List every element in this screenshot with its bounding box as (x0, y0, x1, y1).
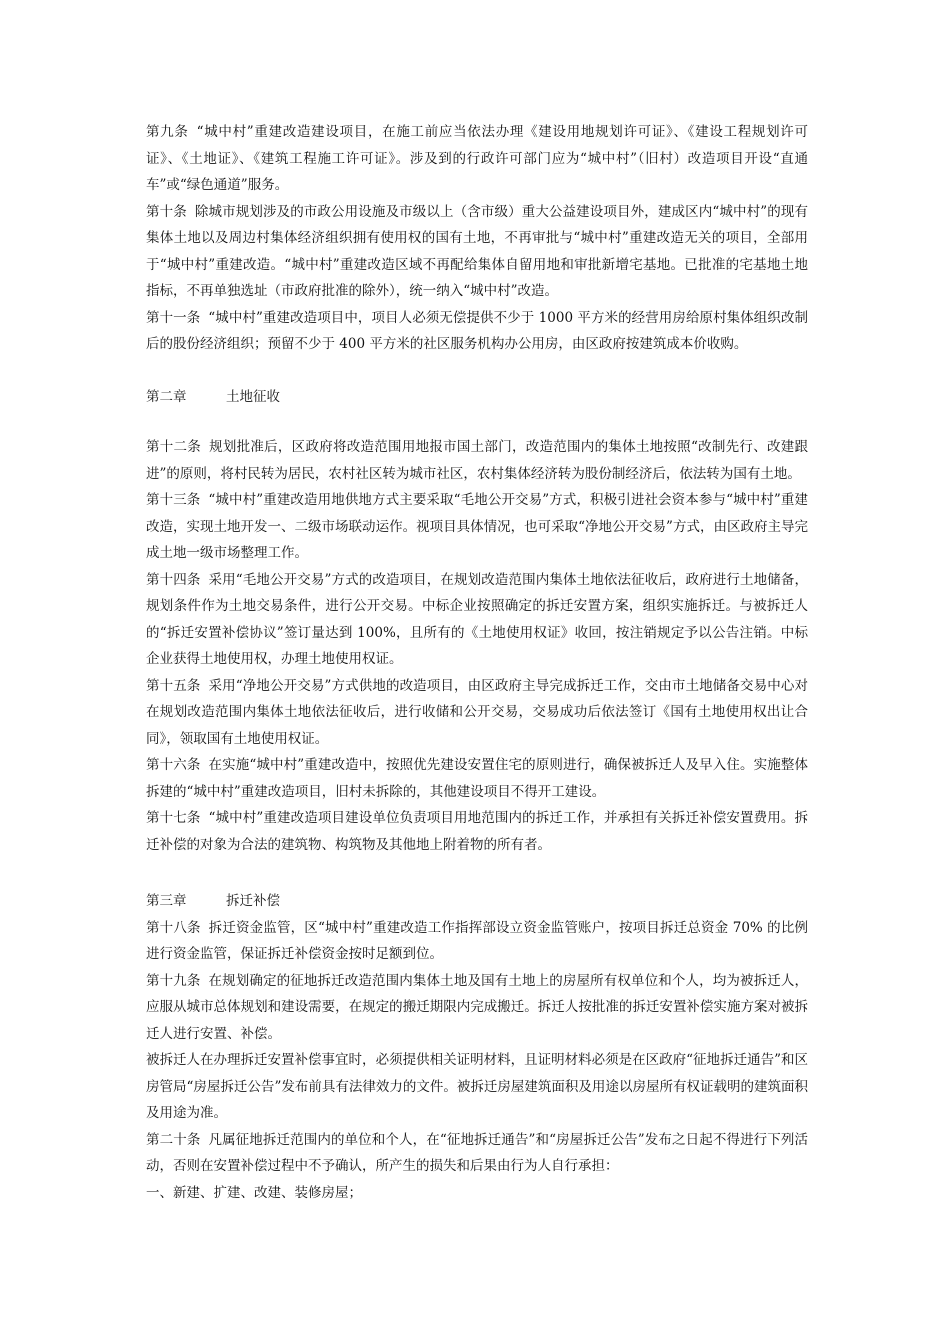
article-text: 规划批准后，区政府将改造范围用地报市国土部门，改造范围内的集体土地按照“改制先行、改建跟进”的原则，将村民转为居民，农村社区转为城市社区，农村集体经济转为股份制经济后，依法转为国有土地。 (146, 439, 809, 482)
article-label: 第十条 (146, 203, 187, 220)
article-label: 第十九条 (146, 972, 201, 989)
article-text: 凡属征地拆迁范围内的单位和个人，在“征地拆迁通告”和“房屋拆迁公告”发布之日起不得进行下列活动，否则在安置补偿过程中不予确认，所产生的损失和后果由行为人自行承担： (146, 1131, 809, 1174)
article-19 (146, 968, 808, 1048)
article-label: 第十五条 (146, 677, 201, 694)
article-text: 除城市规划涉及的市政公用设施及市级以上（含市级）重大公益建设项目外，建成区内“城中村”的现有集体土地以及周边村集体经济组织拥有使用权的国有土地，不再审批与“城中村”重建改造无关的项目，全部用于“城中村”重建改造。“城中村”重建改造区域不再配给集体自留用地和审批新增宅基地。已批准的宅基地土地指标，不再单独选址（市政府批准的除外），统一纳入“城中村”改造。 (146, 203, 808, 299)
chapter-3-heading (146, 888, 808, 915)
chapter-title: 土地征收 (226, 388, 280, 405)
article-label: 第十六条 (146, 757, 201, 773)
article-12 (146, 434, 808, 487)
article-text: “城中村”重建改造用地供地方式主要采取“毛地公开交易”方式，积极引进社会资本参与“城中村”重建改造，实现土地开发一、二级市场联动运作。视项目具体情况，也可采取“净地公开交易”方式，由区政府主导完成土地一级市场整理工作。 (146, 492, 808, 561)
article-text: “城中村”重建改造建设项目，在施工前应当依法办理《建设用地规划许可证》、《建设工程规划许可证》、《土地证》、《建筑工程施工许可证》。涉及到的行政许可部门应为“城中村”（旧村）改造项目开设“直通车”或“绿色通道”服务。 (146, 124, 808, 193)
article-text: 采用“毛地公开交易”方式的改造项目，在规划改造范围内集体土地依法征收后，政府进行土地储备，规划条件作为土地交易条件，进行公开交易。中标企业按照确定的拆迁安置方案，组织实施拆迁。与被拆迁人的“拆迁安置补偿协议”签订量达到 100%，且所有的《土地使用权证》收回，按注销规定予以公告注销。中标企业获得土地使用权，办理土地使用权证。 (146, 571, 808, 667)
document-page (146, 119, 808, 1206)
chapter-number: 第三章 (146, 893, 187, 909)
article-label: 第十二条 (146, 439, 202, 455)
list-item-text: 一、新建、扩建、改建、装修房屋； (146, 1184, 362, 1201)
article-text: 采用“净地公开交易”方式供地的改造项目，由区政府主导完成拆迁工作，交由市土地储备交易中心对在规划改造范围内集体土地依法征收后，进行收储和公开交易，交易成功后依法签订《国有土地使用权出让合同》，领取国有土地使用权证。 (146, 677, 808, 747)
article-10 (146, 199, 808, 305)
article-label: 第十三条 (146, 492, 201, 508)
article-17 (146, 805, 808, 858)
article-14 (146, 567, 808, 673)
chapter-2-heading (146, 384, 808, 411)
article-label: 第九条 (146, 124, 189, 140)
chapter-number: 第二章 (146, 388, 187, 405)
article-label: 第十一条 (146, 309, 201, 326)
article-text: “城中村”重建改造项目建设单位负责项目用地范围内的拆迁工作，并承担有关拆迁补偿安置费用。拆迁补偿的对象为合法的建筑物、构筑物及其他地上附着物的所有者。 (146, 810, 808, 853)
article-19-continued (146, 1047, 808, 1127)
list-item-1 (146, 1180, 808, 1207)
chapter-title: 拆迁补偿 (226, 893, 280, 909)
article-text: 在实施“城中村”重建改造中，按照优先建设安置住宅的原则进行，确保被拆迁人及早入住。实施整体拆建的“城中村”重建改造项目，旧村未拆除的，其他建设项目不得开工建设。 (146, 757, 808, 800)
article-text: 被拆迁人在办理拆迁安置补偿事宜时，必须提供相关证明材料，且证明材料必须是在区政府“征地拆迁通告”和区房管局“房屋拆迁公告”发布前具有法律效力的文件。被拆迁房屋建筑面积及用途以房屋所有权证载明的建筑面积及用途为准。 (146, 1052, 808, 1121)
article-9 (146, 119, 808, 199)
article-text: “城中村”重建改造项目中，项目人必须无偿提供不少于 1000 平方米的经营用房给原村集体组织改制后的股份经济组织；预留不少于 400 平方米的社区服务机构办公用房，由区政府按建筑成本价收购。 (146, 309, 808, 352)
article-16 (146, 752, 808, 805)
article-20 (146, 1127, 808, 1180)
article-15 (146, 673, 808, 753)
article-label: 第十七条 (146, 810, 201, 826)
article-label: 第十四条 (146, 571, 201, 588)
article-13 (146, 487, 808, 567)
article-label: 第二十条 (146, 1131, 201, 1148)
article-11 (146, 305, 808, 358)
article-text: 拆迁资金监管，区“城中村”重建改造工作指挥部设立资金监管账户，按项目拆迁总资金 70% 的比例进行资金监管，保证拆迁补偿资金按时足额到位。 (146, 919, 809, 962)
article-label: 第十八条 (146, 919, 201, 936)
article-text: 在规划确定的征地拆迁改造范围内集体土地及国有土地上的房屋所有权单位和个人，均为被拆迁人，应服从城市总体规划和建设需要，在规定的搬迁期限内完成搬迁。拆迁人按批准的拆迁安置补偿实施方案对被拆迁人进行安置、补偿。 (146, 972, 809, 1042)
article-18 (146, 915, 808, 968)
